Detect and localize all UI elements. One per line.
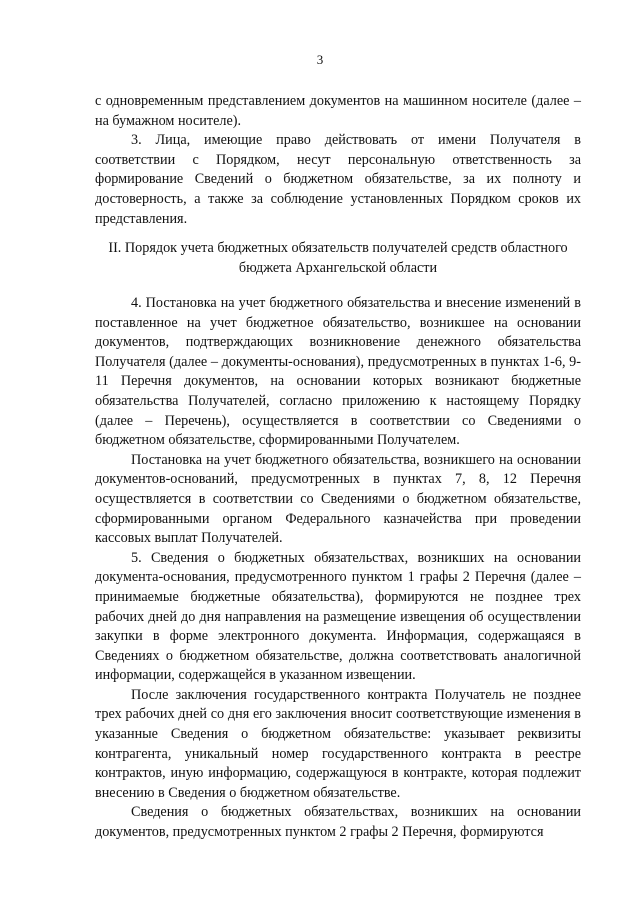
paragraph-5: 5. Сведения о бюджетных обязательствах, возникших на основании документа-основания, предусмотренного пунктом 1 графы 2 Перечня (далее – принимаемые бюджетные обязательства), формируются не позднее трех рабочих дней до дня направления на размещение извещения об осуществлении закупки в форме электронного документа. Информация, содержащаяся в Сведениях о бюджетном обязательстве, должна соответствовать аналогичной информации, содержащейся в указанном извещении. <box>95 549 581 684</box>
paragraph-5c: Сведения о бюджетных обязательствах, возникших на основании документов, предусмотренных пунктом 2 графы 2 Перечня, формируются <box>95 804 581 841</box>
intro-paragraph: с одновременным представлением документов на машинном носителе (далее – на бумажном носителе). <box>95 93 581 129</box>
paragraph-3: 3. Лица, имеющие право действовать от имени Получателя в соответствии с Порядком, несут персональную ответственность за формирование Сведений о бюджетном обязательстве, за их полноту и достоверность, а также за соблюдение установленных Порядком сроков их представления. <box>95 132 581 227</box>
paragraph-5b: После заключения государственного контракта Получатель не позднее трех рабочих дней со дня его заключения вносит соответствующие изменения в указанные Сведения о бюджетном обязательстве: указывает реквизиты контрагента, уникальный номер государственного контракта в реестре контрактов, иную информацию, содержащуюся в контракте, которая подлежит внесению в Сведения о бюджетном обязательстве. <box>95 686 581 801</box>
section-heading-line-2: бюджета Архангельской области <box>238 260 438 276</box>
paragraph-4b: Постановка на учет бюджетного обязательства, возникшего на основании документов-оснований, предусмотренных в пунктах 7, 8, 12 Перечня осуществляется в соответствии со Сведениями о бюджетном обязательстве, сформированными органом Федерального казначейства при проведении кассовых выплат Получателей. <box>95 451 581 547</box>
page-number: 3 <box>316 52 324 67</box>
section-heading-line-1: II. Порядок учета бюджетных обязательств получателей средств областного <box>108 240 568 256</box>
paragraph-4: 4. Постановка на учет бюджетного обязательства и внесение изменений в поставленное на учет бюджетное обязательство, возникшее на основании документов, подтверждающих возникновение денежного обязательства Получателя (далее – документы-основания), предусмотренных в пунктах 1-6, 9-11 Перечня документов, на основании которых возникают бюджетные обязательства Получателей, согласно приложению к настоящему Порядку (далее – Перечень), осуществляется в соответствии со Сведениями о бюджетном обязательстве, сформированными Получателем. <box>95 295 581 449</box>
section-two-body <box>95 294 581 843</box>
section-heading <box>95 238 581 278</box>
section-one-tail <box>95 92 581 229</box>
